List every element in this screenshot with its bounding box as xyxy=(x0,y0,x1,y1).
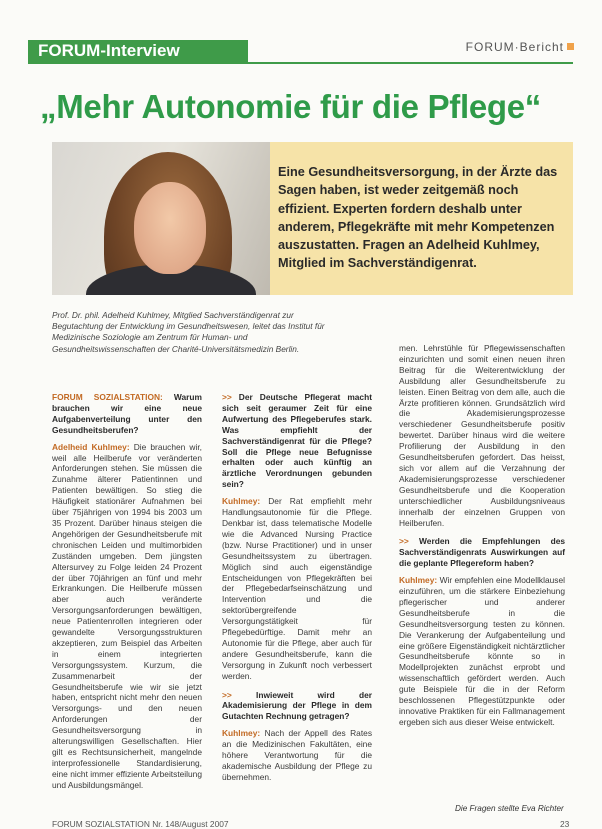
lead-text: Eine Gesundheitsversorgung, in der Ärzte das Sagen haben, ist weder zeitgemäß noch effizient. Experten fordern deshalb unter anderem, Pflegekräfte mit mehr Kompetenzen auszustatten. Fragen an Adelheid Kuhlmey, Mitglied im Sachverständigenrat. xyxy=(278,165,558,271)
section-label: FORUM-Interview xyxy=(38,41,180,60)
answer-3: Nach der Appell des Rates an die Medizinischen Fakultäten, eine höhere Verantwortung für die akademische Ausbildung der Pflege zu übernehmen. xyxy=(222,728,373,782)
page-number: 23 xyxy=(560,819,570,829)
answer-4: Wir empfehlen eine Modellklausel einzuführen, um die stärkere Einbeziehung pflegerischer und anderer Gesundheitsberufe in die Gesundheitsversorgung testen zu können. Die Verankerung der Aufgabenteilung und eine größere Eigenständigkeit nichtärztlicher Gesundheitsberufe könnte so in Modellprojekten zunächst erprobt und wissenschaftlich gefördert werden. Auch gute Beispiele für die in der Reform beschlossenen Pflegestützpunkte oder innovative Praktiken für ein Fallmanagement ergeben sich aus dieser Weise entwickelt. xyxy=(399,575,565,727)
question-1: Warum brauchen wir eine neue Aufgabenverteilung unter den Gesundheitsberufen? xyxy=(52,392,202,435)
answer-name: Kuhlmey: xyxy=(222,496,261,507)
column-3: men. Lehrstühle für Pflegewissenschaften einzurichten und somit einen neuen ihren Beitrag für die Weiterentwicklung der Ausbildung aller Gesundheitsberufe zu leisten. Einen Beitrag von dem alle, auch die Ärzte profitieren können. Grundsätzlich wird die Akademisierungsprozesse verschiedener Gesundheitsberufe positiv bewertet. Darüber hinaus wird die weitere Profilierung der Ausbildung in den Gesundheitsberufen gefordert. Das heisst, sich vor allem auf die Verzahnung der Akademisierungsprozesse verschiedener Gesundheitsberufe und die Kooperation unterschiedlicher Ausbildungsniveaus innerhalb der einzelnen Gruppen von Heilberufen. >> Werden die Empfehlungen des Sachverständigenrats Auswirkungen auf die geplante Pflegereform haben? Kuhlmey: Wir empfehlen eine Modellklausel einzuführen, um die stärkere Einbeziehung pflegerischer und anderer Gesundheitsberufe in die Gesundheitsversorgung testen zu können. Die Verankerung der Aufgabenteilung und eine größere Eigenständigkeit nichtärztlicher Gesundheitsberufe könnte so in Modellprojekten zunächst erprobt und wissenschaftlich gefördert werden. Auch gute Beispiele für die in der Reform beschlossenen Pflegestützpunkte oder innovative Praktiken für ein Fallmanagement ergeben sich aus dieser Weise entwickelt. xyxy=(399,343,566,727)
brand-label: FORUM·Bericht xyxy=(465,40,564,54)
column-1 xyxy=(52,392,202,791)
column-2: >> Der Deutsche Pflegerat macht sich seit geraumer Zeit für eine Aufwertung des Pflegeberufes stark. Was empfiehlt der Sachverständigenrat für die Pflege? Soll die Pflege neue Befugnisse erhalten oder auch künftig an ärztliche Verordnungen gebunden sein? Kuhlmey: Der Rat empfiehlt mehr Handlungsautonomie für die Pflege. Denkbar ist, dass telematische Modelle wie die Advanced Nursing Practice (bzw. Nurse Practitioner) und in unser Gesundheitssystem zu übertragen. Möglich sind auch eigenständige Entscheidungen von Pflegekräften bei der Pflegebedarfseinschätzung und Intervention und die sektorübergreifende Versorgungstätigkeit für Pflegebedürftige. Damit mehr an Autonomie für die Pflege, aber auch für andere Gesundheitsberufe, kann die Versorgung in Zukunft noch verbessert werden. >> Inwieweit wird der Akademisierung der Pflege in dem Gutachten Rechnung getragen? Kuhlmey: Nach der Appell des Rates an die Medizinischen Fakultäten, eine höhere Verantwortung für die akademische Ausbildung der Pflege zu übernehmen. xyxy=(222,392,373,782)
answer-3-continued: men. Lehrstühle für Pflegewissenschaften einzurichten und somit einen neuen ihren Beitrag für die Weiterentwicklung der Ausbildung aller Gesundheitsberufe zu leisten. Einen Beitrag von dem alle, auch die Ärzte profitieren können. Grundsätzlich wird die Akademisierungsprozesse verschiedener Gesundheitsberufe positiv bewertet. Darüber hinaus wird die weitere Profilierung der Ausbildung in den Gesundheitsberufen gefordert. Das heisst, sich vor allem auf die Verzahnung der Akademisierungsprozesse verschiedener Gesundheitsberufe und die Kooperation unterschiedlicher Ausbildungsniveaus innerhalb der einzelnen Gruppen von Heilberufen. xyxy=(399,343,565,528)
header-rule xyxy=(28,62,573,64)
answer-name: Adelheid Kuhlmey: xyxy=(52,441,130,452)
portrait-photo xyxy=(52,142,270,295)
question-4: Werden die Empfehlungen des Sachverständigenrats Auswirkungen auf die geplante Pflegereform haben? xyxy=(399,536,566,569)
footer-publication: FORUM SOZIALSTATION Nr. 148/August 2007 xyxy=(52,819,229,829)
answer-name: Kuhlmey: xyxy=(222,728,261,739)
answer-2: Der Rat empfiehlt mehr Handlungsautonomie für die Pflege. Denkbar ist, dass telematische Modelle wie die Advanced Nursing Practice (bzw. Nurse Practitioner) und in unser Gesundheitssystem zu übertragen. Möglich sind auch eigenständige Entscheidungen von Pflegekräften bei der Pflegebedarfseinschätzung und Intervention und die sektorübergreifende Versorgungstätigkeit für Pflegebedürftige. Damit mehr an Autonomie für die Pflege, aber auch für andere Gesundheitsberufe, kann die Versorgung in Zukunft noch verbessert werden. xyxy=(222,496,372,681)
brand-square-icon xyxy=(567,43,574,50)
question-label: FORUM SOZIALSTATION: xyxy=(52,392,163,402)
photo-caption: Prof. Dr. phil. Adelheid Kuhlmey, Mitglied Sachverständigenrat zur Begutachtung der Entwicklung im Gesundheitswesen, leitet das Institut für Medizinische Soziologie am Zentrum für Human- und Gesundheitswissenschaften der Charité-Universitätsmedizin Berlin. xyxy=(52,310,325,354)
headline: „Mehr Autonomie für die Pflege“ xyxy=(40,88,542,125)
question-2: Der Deutsche Pflegerat macht sich seit geraumer Zeit für eine Aufwertung des Pflegeberufes stark. Was empfiehlt der Sachverständigenrat für die Pflege? Soll die Pflege neue Befugnisse erhalten oder auch künftig an ärztliche Verordnungen gebunden sein? xyxy=(222,392,372,490)
interviewer-credit: Die Fragen stellte Eva Richter xyxy=(455,804,564,813)
answer-1: Die brauchen wir, weil alle Heilberufe vor veränderten Anforderungen stehen. Sie müssen die Zunahme älterer Patientinnen und Patienten bewältigen. So stieg die Häufigkeit stationärer Aufnahmen bei über 75jährigen von 1994 bis 2003 um 35 Prozent. Darüber hinaus steigen die Angehörigen der Gesundheitsberufe mit chronischen Leiden und multimorbiden Zuständen umgeben. Dem jüngsten Altersurvey zu Folge leiden 24 Prozent der über 70jährigen an fünf und mehr Erkrankungen. Die Heilberufe müssen aber auch veränderte Versorgungsanforderungen bewältigen, neue Patientenrollen integrieren oder gewandelte Versorgungsstrukturen akzeptieren, zum Beispiel das Arbeiten in einem integrierten Versorgungssystem. Kurzum, die Zusammenarbeit der Gesundheitsberufe wie wir sie jetzt haben, entspricht nicht mehr den neuen Versorgungs- und den neuen Anforderungen der Gesundheitsversorgung in alterungswilligen Gesellschaften. Hier gilt es Rechtsunsicherheit, mangelnde interprofessionelle Standardisierung, eine nicht immer effiziente Arbeitsteilung und Ausbildungsmängel. xyxy=(52,441,202,790)
answer-name: Kuhlmey: xyxy=(399,575,438,586)
question-3: Inwieweit wird der Akademisierung der Pflege in dem Gutachten Rechnung getragen? xyxy=(222,689,372,722)
